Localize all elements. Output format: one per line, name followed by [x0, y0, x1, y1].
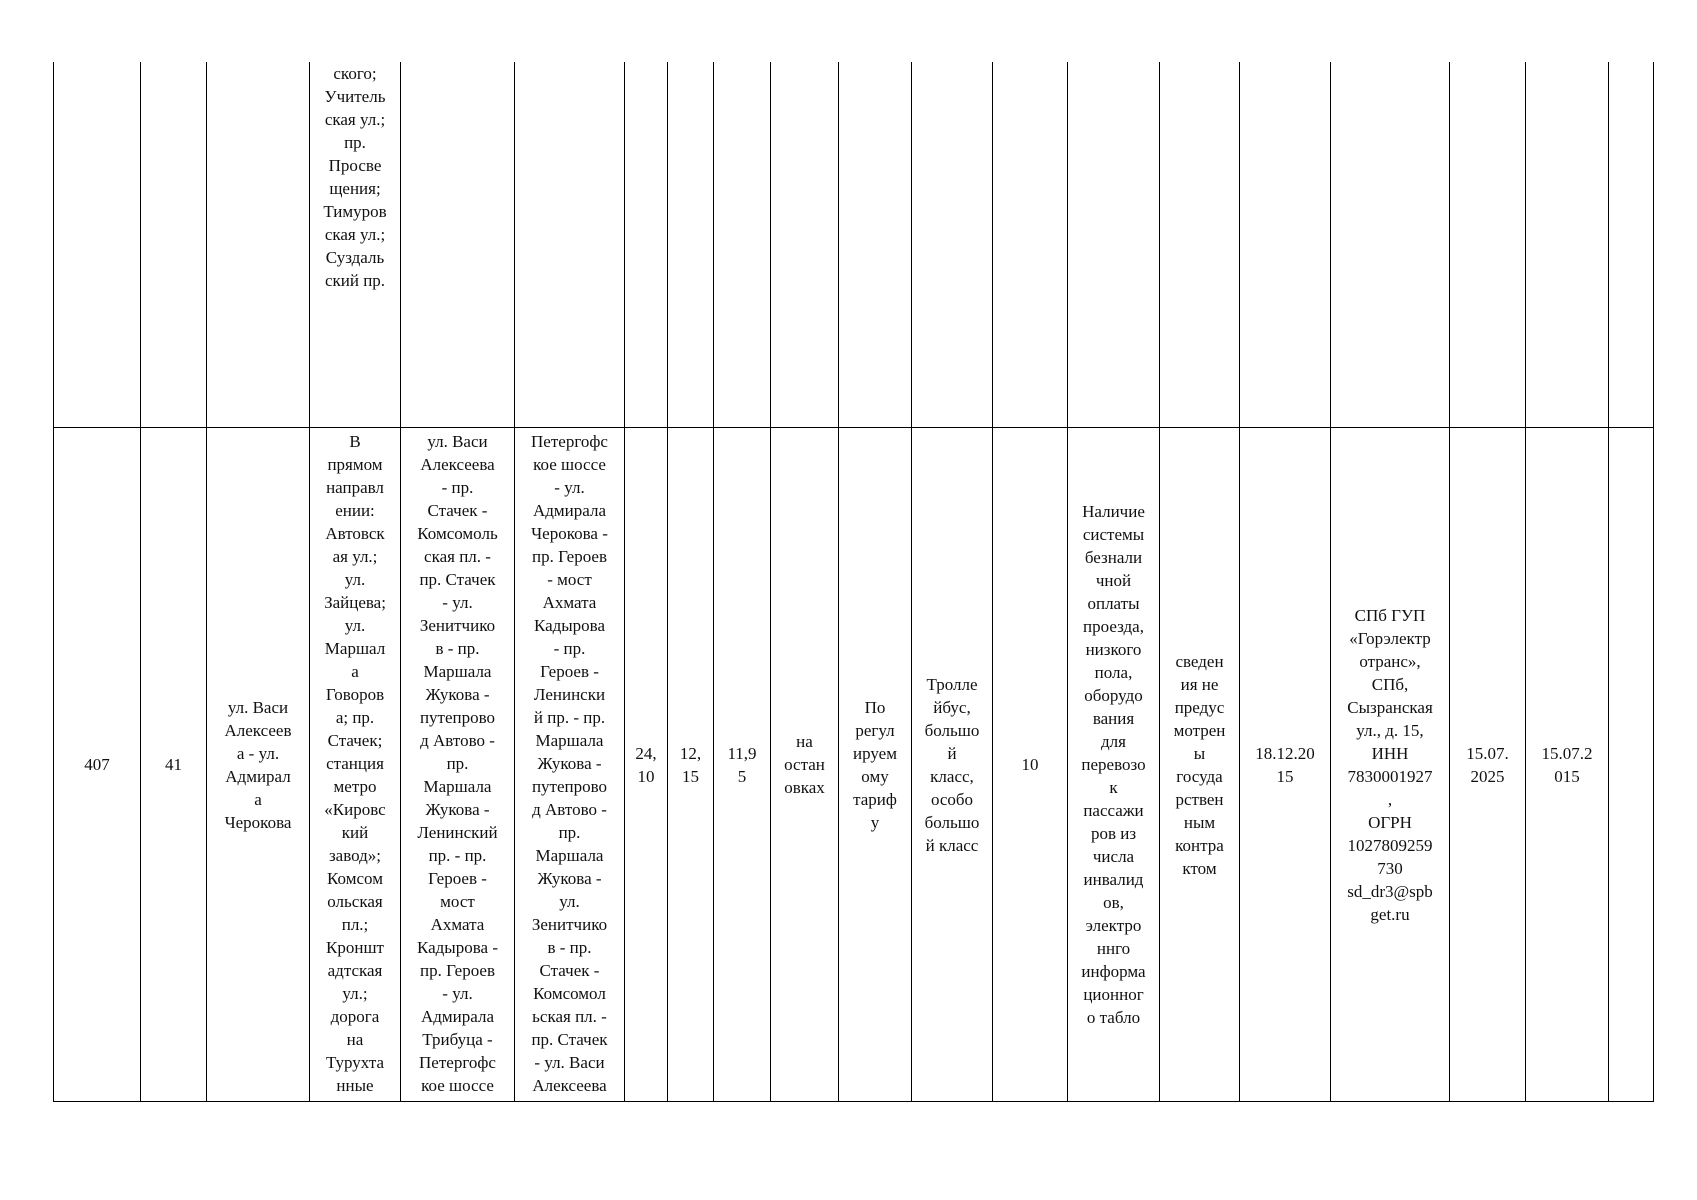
cell-vehicle-count: 10 [993, 428, 1068, 1102]
cell-carrier: СПб ГУП «Горэлектр отранс», СПб, Сызранская ул., д. 15, ИНН 7830001927 , ОГРН 1027809259 730 sd_dr3@spb get.ru [1331, 428, 1450, 1102]
cell-empty [1331, 62, 1450, 428]
cell-date-a: 15.07. 2025 [1450, 428, 1526, 1102]
table-row-continued [54, 62, 1654, 428]
cell-vehicle-features: Наличие системы безнали чной оплаты проезда, низкого пола, оборудо вания для перевозо к пассажи ров из числа инвалид ов, электро ннго информа ционног о табло [1068, 428, 1160, 1102]
cell-empty [1240, 62, 1331, 428]
cell-empty [1526, 62, 1609, 428]
cell-empty [912, 62, 993, 428]
cell-empty [714, 62, 771, 428]
cell-empty [668, 62, 714, 428]
cell-length-reverse: 12, 15 [668, 428, 714, 1102]
cell-path-forward: ул. Васи Алексеева - пр. Стачек - Комсомоль ская пл. - пр. Стачек - ул. Зенитчико в - пр. Маршала Жукова - путепрово д Автово - пр. Маршала Жукова - Ленинский пр. - пр. Героев - мост Ахмата Кадырова - пр. Героев - ул. Адмирала Трибуца - Петергофс кое шоссе [401, 428, 515, 1102]
cell-start-date: 18.12.20 15 [1240, 428, 1331, 1102]
cell-tariff: По регул ируем ому тариф у [839, 428, 912, 1102]
cell-empty [771, 62, 839, 428]
cell-stops-forward: В прямом направл ении: Автовск ая ул.; ул. Зайцева; ул. Маршал а Говоров а; пр. Стачек; станция метро «Кировс кий завод»; Комсом ольская пл.; Кроншт адтская ул.; дорога на Турухта нные [310, 428, 401, 1102]
cell-stops-reverse-tail: ского; Учитель ская ул.; пр. Просве щения; Тимуров ская ул.; Суздаль ский пр. [310, 62, 401, 428]
cell-empty [1450, 62, 1526, 428]
cell-vehicle: Тролле йбус, большо й класс, особо большо й класс [912, 428, 993, 1102]
cell-empty [141, 62, 207, 428]
cell-empty [207, 62, 310, 428]
cell-empty [1609, 62, 1654, 428]
cell-empty [401, 62, 515, 428]
cell-date-b: 15.07.2 015 [1526, 428, 1609, 1102]
cell-empty [515, 62, 625, 428]
cell-path-reverse: Петергофс кое шоссе - ул. Адмирала Черокова - пр. Героев - мост Ахмата Кадырова - пр. Героев - Ленински й пр. - пр. Маршала Жукова - путепрово д Автово - пр. Маршала Жукова - ул. Зенитчико в - пр. Стачек - Комсомол ьская пл. - пр. Стачек - ул. Васи Алексеева [515, 428, 625, 1102]
cell-notes [1609, 428, 1654, 1102]
cell-empty [1068, 62, 1160, 428]
cell-empty [839, 62, 912, 428]
cell-boarding: на остан овках [771, 428, 839, 1102]
table-row-route-407 [54, 428, 1654, 1102]
cell-reg-number: 407 [54, 428, 141, 1102]
cell-empty [54, 62, 141, 428]
cell-contract: сведен ия не предус мотрен ы госуда рствен ным контра ктом [1160, 428, 1240, 1102]
cell-route-name: ул. Васи Алексеев а - ул. Адмирал а Черокова [207, 428, 310, 1102]
cell-route-number: 41 [141, 428, 207, 1102]
cell-empty [1160, 62, 1240, 428]
cell-empty [625, 62, 668, 428]
cell-length-forward: 24, 10 [625, 428, 668, 1102]
cell-length-extra: 11,9 5 [714, 428, 771, 1102]
cell-empty [993, 62, 1068, 428]
route-register-table [53, 62, 1654, 1102]
